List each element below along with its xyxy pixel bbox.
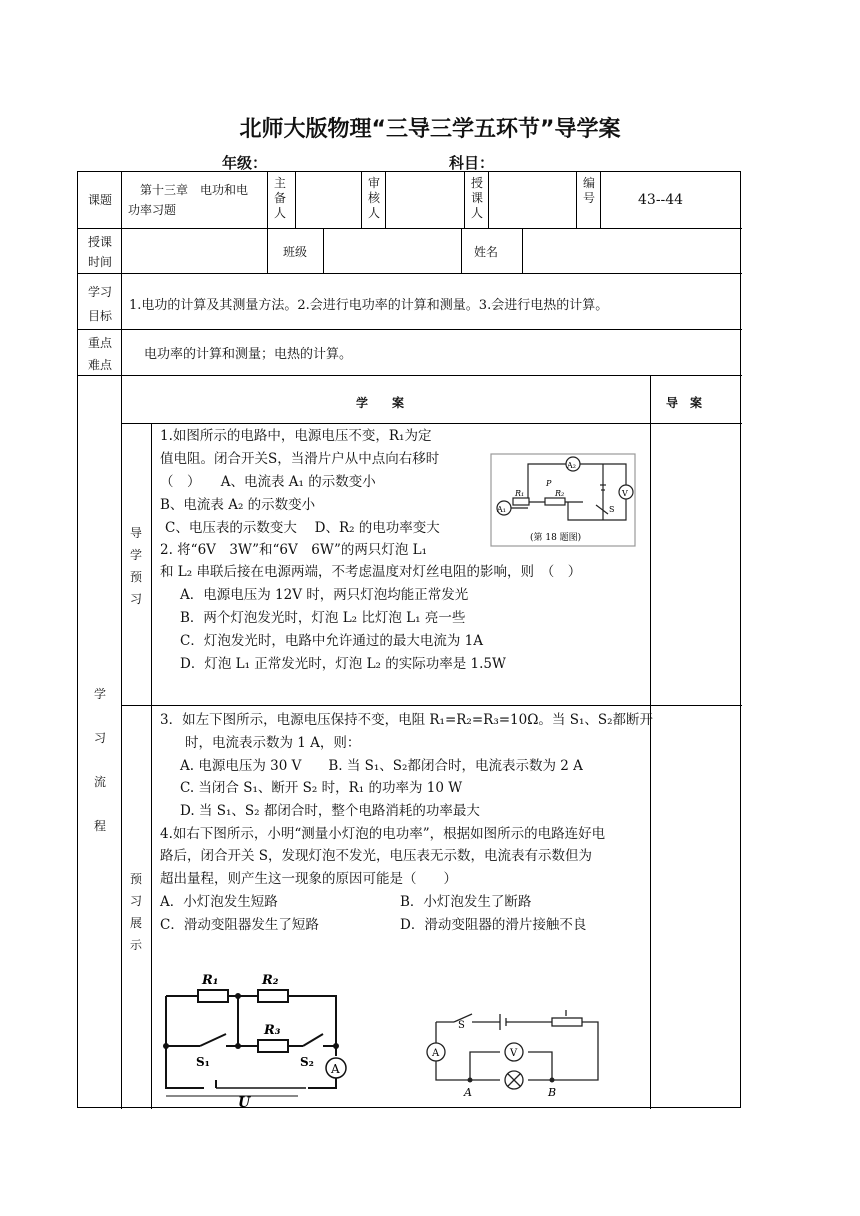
q2-line1: 2. 将“6V 3W”和“6V 6W”的两只灯泡 L₁ [160,542,428,558]
study-flow-label: 学 习 流 程 [93,687,106,833]
q2-line2: 和 L₂ 串联后接在电源两端，不考虑温度对灯丝电阻的影响，则 （ ） [160,564,582,580]
fig2-s1-label: S₁ [196,1055,210,1069]
q3-option-d: D. 当 S₁、S₂ 都闭合时，整个电路消耗的功率最大 [180,803,480,819]
fig3-point-b: B [548,1086,557,1099]
fig3-s-label: S [458,1020,465,1031]
q2-option-b: B．两个灯泡发光时，灯泡 L₂ 比灯泡 L₁ 亮一些 [180,610,466,626]
q1-circuit-figure [488,450,638,550]
q3-option-c: C. 当闭合 S₁、断开 S₂ 时，R₁ 的功率为 10 W [180,780,463,796]
dao-an-header: 导 案 [666,396,703,410]
goal-value: 1.电功的计算及其测量方法。2.会进行电功率的计算和测量。3.会进行电热的计算。 [129,298,609,313]
class-label: 班级 [283,245,308,259]
q1-option-cd: C、电压表的示数变大 D、R₂ 的电功率变大 [165,520,440,536]
lesson-value-line2: 功率习题 [128,203,177,217]
q1-line3: （ ） A、电流表 A₁ 的示数变小 [160,474,376,490]
q3-circuit-figure [158,968,358,1108]
key-label: 重点 难点 [88,336,113,372]
q4-option-d: D．滑动变阻器的滑片接触不良 [400,917,587,933]
goal-label: 学习 目标 [88,285,113,323]
fig3-voltmeter-label: V [510,1048,518,1059]
q3-line2: 时，电流表示数为 1 A，则： [185,735,361,751]
q4-option-a: A．小灯泡发生短路 [160,894,278,910]
q1-line1: 1.如图所示的电路中，电源电压不变，R₁为定 [160,428,432,444]
key-value: 电功率的计算和测量；电热的计算。 [144,347,353,362]
fig1-p-label: P [546,479,552,488]
q2-option-d: D．灯泡 L₁ 正常发光时，灯泡 L₂ 的实际功率是 1.5W [180,656,506,672]
main-preparer-label: 主 备 人 [274,176,287,220]
fig1-a1-label: A₁ [497,505,506,514]
fig1-caption: (第 18 题图) [530,533,582,543]
name-label: 姓名 [474,245,499,259]
reviewer-label: 审 核 人 [368,176,381,220]
fig1-v-label: V [622,489,628,498]
q2-option-c: C．灯泡发光时，电路中允许通过的最大电流为 1A [180,633,483,649]
time-label: 授课 时间 [88,235,113,269]
q1-option-b: B、电流表 A₂ 的示数变小 [160,497,316,513]
teacher-label: 授 课 人 [471,176,484,220]
fig1-r1-label: R₁ [515,489,525,498]
fig2-r1-label: R₁ [202,973,219,988]
preview-label: 导 学 预 习 [129,526,142,606]
q2-option-a: A．电源电压为 12V 时，两只灯泡均能正常发光 [180,587,469,603]
number-label: 编 号 [583,176,596,205]
fig3-point-a: A [464,1086,472,1099]
fig3-ammeter-label: A [432,1048,440,1059]
fig2-ammeter-label: A [331,1062,340,1076]
page-title: 北师大版物理“三导三学五环节”导学案 [239,117,621,142]
xue-an-header: 学 案 [356,396,405,410]
fig2-s2-label: S₂ [300,1055,314,1069]
subject-label: 科目： [449,154,495,172]
show-label: 预 习 展 示 [129,872,142,952]
fig1-a2-label: A₂ [567,461,576,470]
q4-line1: 4.如右下图所示，小明“测量小灯泡的电功率”，根据如图所示的电路连好电 [160,826,606,842]
q3-line1: 3．如左下图所示，电源电压保持不变，电阻 R₁=R₂=R₃=10Ω。当 S₁、S₂都断开 [160,712,654,728]
q4-option-c: C．滑动变阻器发生了短路 [160,917,319,933]
q1-line2: 值电阻。闭合开关S，当滑片户从中点向右移时 [160,451,440,467]
grade-label: 年级： [222,154,268,172]
fig1-s-label: S [609,505,615,514]
fig2-r3-label: R₃ [264,1023,281,1038]
q4-line3: 超出量程，则产生这一现象的原因可能是（ ） [160,871,457,887]
fig2-u-label: U [238,1095,251,1108]
fig1-r2-label: R₂ [555,489,565,498]
q4-option-b: B．小灯泡发生了断路 [400,894,532,910]
q4-line2: 路后，闭合开关 S，发现灯泡不发光，电压表无示数，电流表有示数但为 [160,848,593,864]
number-value: 43--44 [638,192,684,208]
lesson-value-line1: 第十三章 电功和电 [140,183,249,197]
q3-option-ab: A. 电源电压为 30 V B. 当 S₁、S₂都闭合时，电流表示数为 2 A [180,758,583,774]
fig2-r2-label: R₂ [262,973,279,988]
lesson-label: 课题 [88,193,113,207]
q4-circuit-figure [420,1000,610,1100]
